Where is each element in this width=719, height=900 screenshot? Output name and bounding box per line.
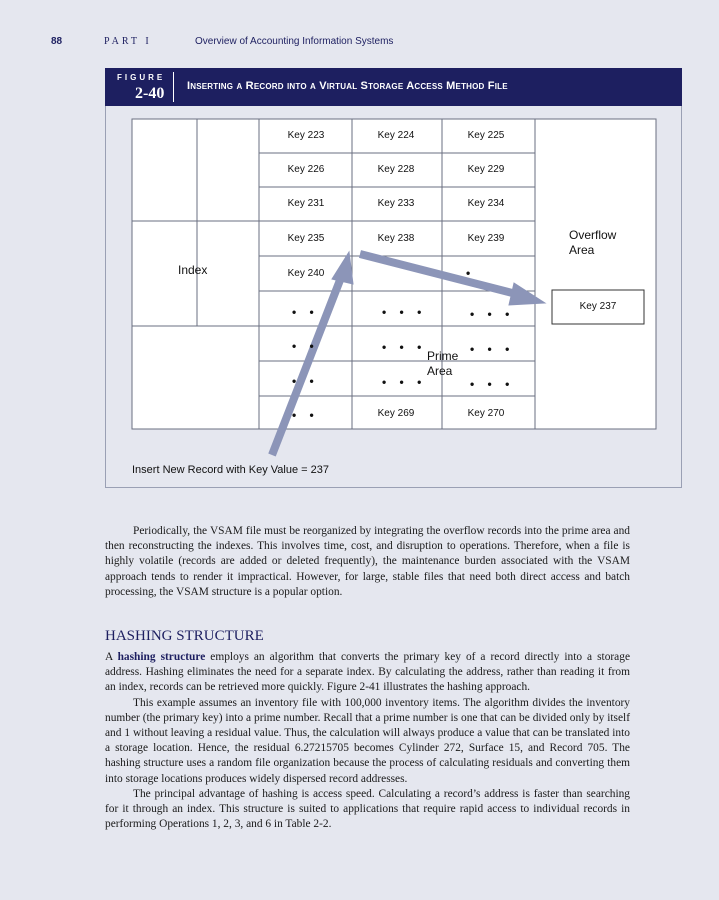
prime-label-line2: Area — [427, 364, 453, 378]
key-term: hashing structure — [117, 651, 206, 663]
figure-label: FIGURE — [117, 73, 166, 82]
paragraph-hashing-advantage: The principal advantage of hashing is access speed. Calculating a record’s address is faster than searching for it through an index. This structure is suited to applications that require rapid access to individual records in performing Operations 1, 2, 3, and 6 in Table 2-2. — [105, 787, 630, 831]
key-cell: Key 239 — [467, 233, 505, 244]
ellipsis: • • — [292, 408, 319, 422]
overflow-label-line1: Overflow — [569, 228, 617, 242]
ellipsis: • • — [292, 305, 319, 319]
paragraph-vsam-reorg: Periodically, the VSAM file must be reorganized by integrating the overflow records into the prime area and then reconstructing the indexes. This involves time, cost, and disruption to operations. Therefore, when a file is highly volatile (records are added or deleted frequently), the maintenance burden associated with the VSAM approach tends to render it impractical. However, for large, stable files that need both direct access and batch processing, the VSAM structure is a popular option. — [105, 525, 630, 598]
ellipsis: • • — [292, 374, 319, 388]
prime-label-line1: Prime — [427, 349, 459, 363]
ellipsis: • • • — [382, 340, 427, 354]
key-cell: Key 270 — [467, 408, 505, 419]
key-cell: Key 223 — [287, 130, 325, 141]
paragraph-hashing-example: This example assumes an inventory file with 100,000 inventory items. The algorithm divides the inventory number (the primary key) into a prime number. Recall that a prime number is one that can be divided only by itself and 1 without leaving a residual value. Thus, the calculation will always produce a value that can be translated into a storage location. Hence, the residual 6.27215705 becomes Cylinder 272, Surface 15, and Record 705. The hashing structure uses a random file organization because the process of calculating residuals and converting them into storage locations produces widely dispersed record addresses. — [105, 696, 630, 785]
key-cell: Key 229 — [467, 164, 505, 175]
overflow-key: Key 237 — [579, 301, 617, 312]
paragraph-hashing-def — [105, 650, 630, 696]
key-cell: Key 233 — [377, 198, 415, 209]
paragraph-text: employs an algorithm that converts the primary key of a record directly into a storage address. Hashing eliminates the need for a separate index. By calculating the address, rather than reading it from an index, records can be retrieved more quickly. Figure 2-41 illustrates the hashing approach. — [105, 651, 630, 694]
key-cell: Key 225 — [467, 130, 505, 141]
key-cell: Key 235 — [287, 233, 325, 244]
overflow-label-line2: Area — [569, 243, 595, 257]
ellipsis: • • — [292, 339, 319, 353]
key-cell: Key 226 — [287, 164, 325, 175]
key-cell: Key 269 — [377, 408, 415, 419]
page-number: 88 — [51, 36, 63, 47]
ellipsis-dot: • — [466, 266, 476, 280]
key-cell: Key 231 — [287, 198, 325, 209]
part-label: PART I — [104, 36, 152, 47]
running-title: Overview of Accounting Information Systems — [195, 36, 394, 47]
ellipsis: • • • — [470, 377, 515, 391]
key-cell: Key 240 — [287, 268, 325, 279]
lead-text: A — [105, 651, 118, 663]
figure-title: Inserting a Record into a Virtual Storage Access Method File — [187, 80, 508, 92]
body-hashing — [105, 650, 630, 832]
ellipsis: • • • — [470, 307, 515, 321]
ellipsis: • • • — [382, 375, 427, 389]
ellipsis: • • • — [382, 305, 427, 319]
index-label: Index — [178, 263, 208, 277]
figure-number: 2-40 — [135, 85, 165, 102]
diagram-caption: Insert New Record with Key Value = 237 — [132, 464, 329, 476]
key-cell: Key 234 — [467, 198, 505, 209]
key-cell: Key 224 — [377, 130, 415, 141]
body-paragraph — [105, 524, 630, 600]
key-cell: Key 228 — [377, 164, 415, 175]
section-heading: HASHING STRUCTURE — [105, 628, 264, 644]
key-cell: Key 238 — [377, 233, 415, 244]
ellipsis: • • • — [470, 342, 515, 356]
